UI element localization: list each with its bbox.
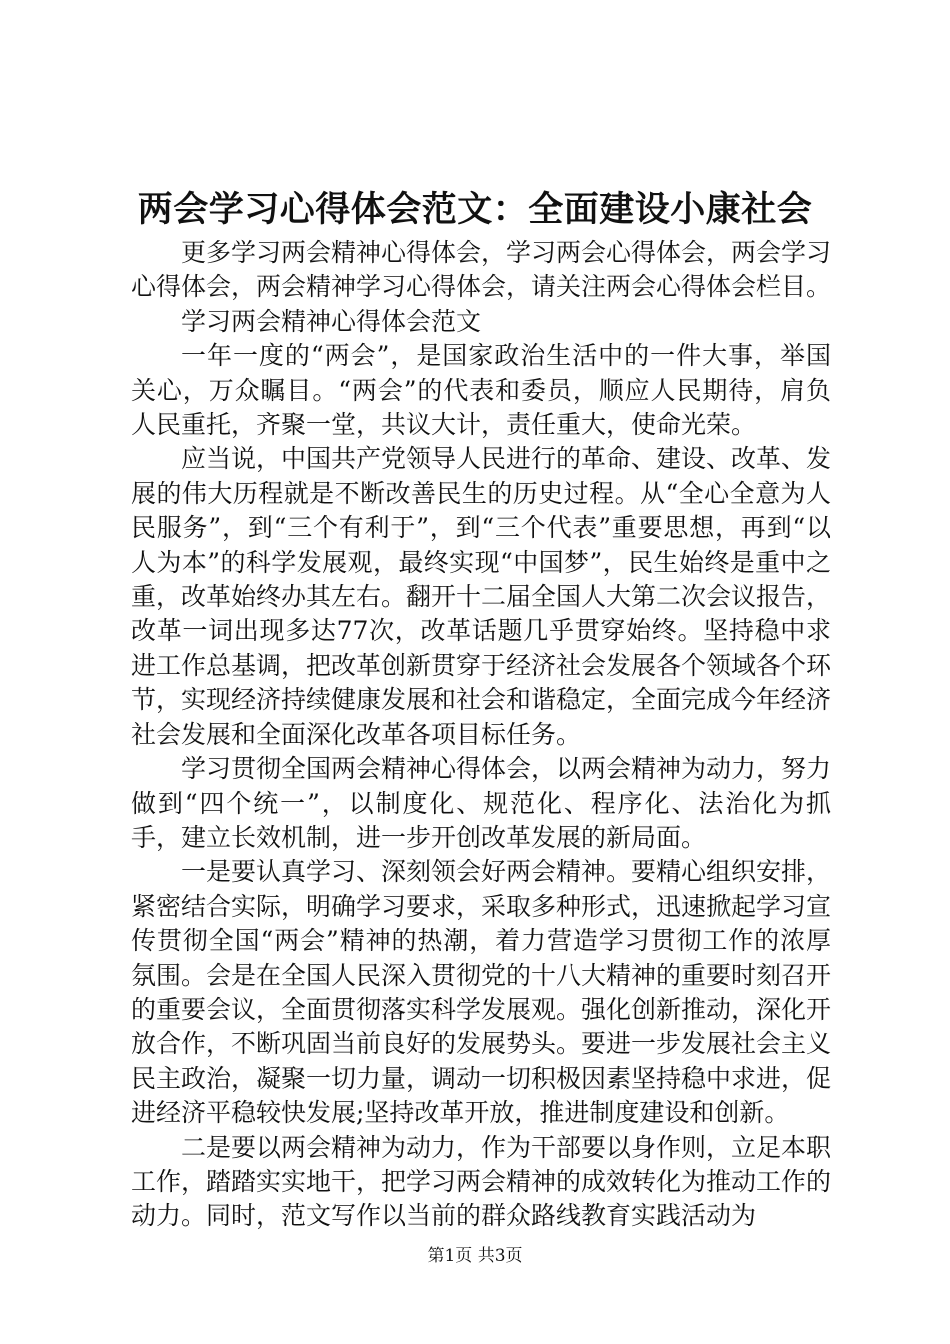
paragraph-intro: 更多学习两会精神心得体会，学习两会心得体会，两会学习心得体会，两会精神学习心得体会，请关注两会心得体会栏目。 bbox=[131, 238, 832, 302]
document-title: 两会学习心得体会范文：全面建设小康社会 bbox=[137, 189, 813, 230]
paragraph-two-sessions: 一年一度的“两会”，是国家政治生活中的一件大事，举国关心，万众瞩目。“两会”的代表和委员，顺应人民期待，肩负人民重托，齐聚一堂，共议大计，责任重大，使命光荣。 bbox=[131, 341, 831, 440]
page-footer: 第1页 共3页 bbox=[427, 1246, 523, 1266]
paragraph-four-unities: 学习贯彻全国两会精神心得体会，以两会精神为动力，努力做到“四个统一”，以制度化、规范化、程序化、法治化为抓手，建立长效机制，进一步开创改革发展的新局面。 bbox=[131, 754, 832, 852]
paragraph-subheading: 学习两会精神心得体会范文 bbox=[181, 306, 482, 336]
paragraph-point-one: 一是要认真学习、深刻领会好两会精神。要精心组织安排，紧密结合实际，明确学习要求，采取多种形式，迅速掀起学习宣传贯彻全国“两会”精神的热潮，着力营造学习贯彻工作的浓厚氛围。会是在全国人民深入贯彻党的十八大精神的重要时刻召开的重要会议，全面贯彻落实科学发展观。强化创新推动，深化开放合作，不断巩固当前良好的发展势头。要进一步发展社会主义民主政治，凝聚一切力量，调动一切积极因素坚持稳中求进，促进经济平稳较快发展;坚持改革开放，推进制度建设和创新。 bbox=[131, 857, 832, 1128]
paragraph-point-two: 二是要以两会精神为动力，作为干部要以身作则，立足本职工作，踏踏实实地干，把学习两会精神的成效转化为推动工作的动力。同时，范文写作以当前的群众路线教育实践活动为 bbox=[131, 1132, 832, 1231]
document-body bbox=[131, 236, 831, 1234]
paragraph-reform-history: 应当说，中国共产党领导人民进行的革命、建设、改革、发展的伟大历程就是不断改善民生的历史过程。从“全心全意为人民服务”，到“三个有利于”，到“三个代表”重要思想，再到“以人为本”的科学发展观，最终实现“中国梦”，民生始终是重中之重，改革始终办其左右。翻开十二届全国人大第二次会议报告，改革一词出现多达77次，改革话题几乎贯穿始终。坚持稳中求进工作总基调，把改革创新贯穿于经济社会发展各个领域各个环节，实现经济持续健康发展和社会和谐稳定，全面完成今年经济社会发展和全面深化改革各项目标任务。 bbox=[131, 444, 832, 749]
